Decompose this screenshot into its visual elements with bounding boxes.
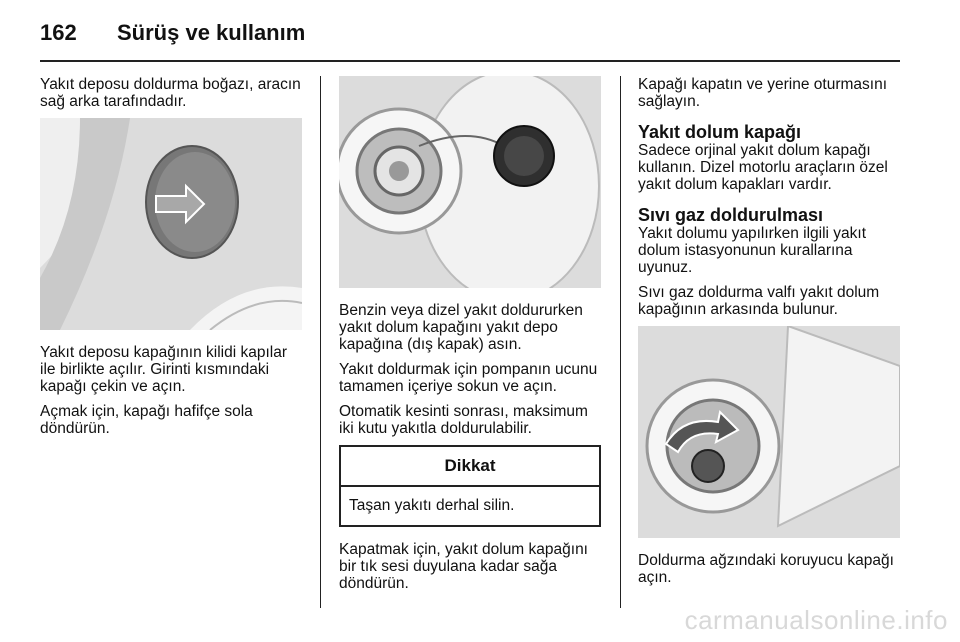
- warning-box: [339, 445, 601, 527]
- fuel-cap-hanging-illustration: [339, 76, 601, 288]
- unlock-text: Yakıt deposu kapağının kilidi kapılar ile birlikte açılır. Girinti kısmındaki kapağı çekin ve açın.: [40, 344, 288, 395]
- column-divider-2: [620, 76, 621, 608]
- intro-text: Yakıt deposu doldurma boğazı, aracın sağ arka tarafındadır.: [40, 76, 301, 110]
- open-text: Açmak için, kapağı hafifçe sola döndürün.: [40, 403, 253, 437]
- lpg-valve-text: Sıvı gaz doldurma valfı yakıt dolum kapağının arkasında bulunur.: [638, 284, 880, 318]
- fuel-cap-heading: Yakıt dolum kapağı: [638, 122, 802, 142]
- page-header: [40, 20, 900, 60]
- open-protective-cap-text: Doldurma ağzındaki koruyucu kapağı açın.: [638, 552, 894, 586]
- insert-nozzle-text: Yakıt doldurmak için pompanın ucunu tamamen içeriye sokun ve açın.: [339, 361, 598, 395]
- original-cap-text: Sadece orjinal yakıt dolum kapağı kullanın. Dizel motorlu araçların özel yakıt dolum kapakları vardır.: [638, 142, 888, 193]
- close-cap-text: Kapatmak için, yakıt dolum kapağını bir tık sesi duyulana kadar sağa döndürün.: [339, 541, 588, 592]
- close-door-text: Kapağı kapatın ve yerine oturmasını sağlayın.: [638, 76, 888, 110]
- watermark: carmanualsonline.info: [684, 605, 948, 635]
- column-2: [339, 76, 601, 600]
- lpg-rules-text: Yakıt dolumu yapılırken ilgili yakıt dolum istasyonunun kurallarına uyunuz.: [638, 225, 867, 276]
- column-divider-1: [320, 76, 321, 608]
- hang-cap-text: Benzin veya dizel yakıt doldururken yakıt dolum kapağını yakıt depo kapağına (dış kapak) asın.: [339, 302, 583, 353]
- lpg-heading: Sıvı gaz doldurulması: [638, 205, 824, 225]
- section-title: Sürüş ve kullanım: [117, 20, 306, 45]
- warning-text: Taşan yakıtı derhal silin.: [349, 497, 515, 514]
- page-number: 162: [40, 20, 77, 45]
- column-3: [638, 76, 900, 594]
- lpg-valve-illustration: [638, 326, 900, 538]
- max-fill-text: Otomatik kesinti sonrası, maksimum iki kutu yakıtla doldurulabilir.: [339, 403, 588, 437]
- header-rule: [40, 60, 900, 62]
- fuel-door-illustration: [40, 118, 302, 330]
- column-1: [40, 76, 302, 445]
- warning-title: Dikkat: [341, 447, 599, 487]
